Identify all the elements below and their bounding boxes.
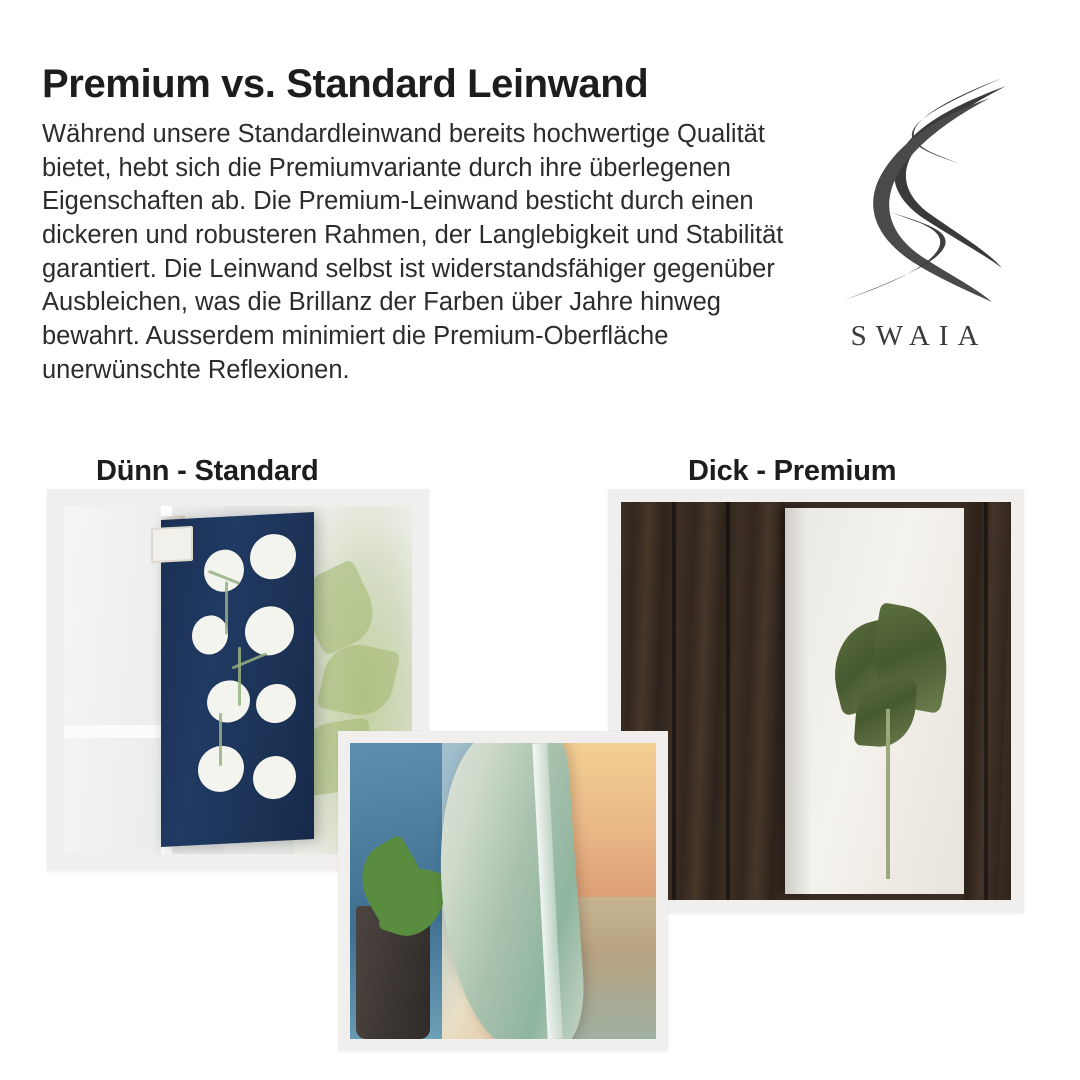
stem-shape <box>238 647 241 706</box>
premium-canvas-photo <box>621 502 1011 900</box>
brand-name: SWAIA <box>850 320 988 352</box>
flower-shape <box>253 755 296 800</box>
flower-shape <box>250 533 296 581</box>
wood-plank-seam <box>672 502 676 900</box>
wood-plank-seam <box>984 502 988 900</box>
description-text: Während unsere Standardleinwand bereits hochwertige Qualität bietet, hebt sich die Premiumvariante durch ihre überlegenen Eigenschaften ab. Die Premium-Leinwand besticht durch einen dickeren und robusteren Rahmen, der Langlebigkeit und Stabilität garantiert. Die Leinwand selbst ist widerstandsfähiger gegenüber Ausbleichen, was die Brillanz der Farben über Jahre hinweg bewahrt. Ausserdem minimiert die Premium-Oberfläche unerwünschte Reflexionen. <box>42 120 784 384</box>
canvas-clip-shape <box>151 526 193 563</box>
canvas-curved-edge-shape <box>431 743 588 1039</box>
flower-shape <box>207 679 250 724</box>
canvas-face-shape <box>161 512 314 847</box>
canvas-edge-detail-photo <box>350 743 656 1039</box>
standard-label: Dünn - Standard <box>96 455 319 487</box>
swaia-s-logo-icon <box>820 72 1010 314</box>
premium-label: Dick - Premium <box>688 455 897 487</box>
flower-shape <box>192 615 229 656</box>
wood-plank-seam <box>726 502 730 900</box>
canvas-face-shape <box>810 508 964 894</box>
flower-shape <box>246 605 295 657</box>
brand-logo <box>807 72 1022 372</box>
canvas-thick-edge-shape <box>785 508 810 894</box>
header-block <box>42 62 832 387</box>
canvas-edge-detail-card <box>338 731 668 1051</box>
leaf-stem-shape <box>886 709 890 879</box>
flower-shape <box>256 683 296 724</box>
page-title: Premium vs. Standard Leinwand <box>42 62 649 106</box>
premium-photo-card <box>608 489 1024 913</box>
